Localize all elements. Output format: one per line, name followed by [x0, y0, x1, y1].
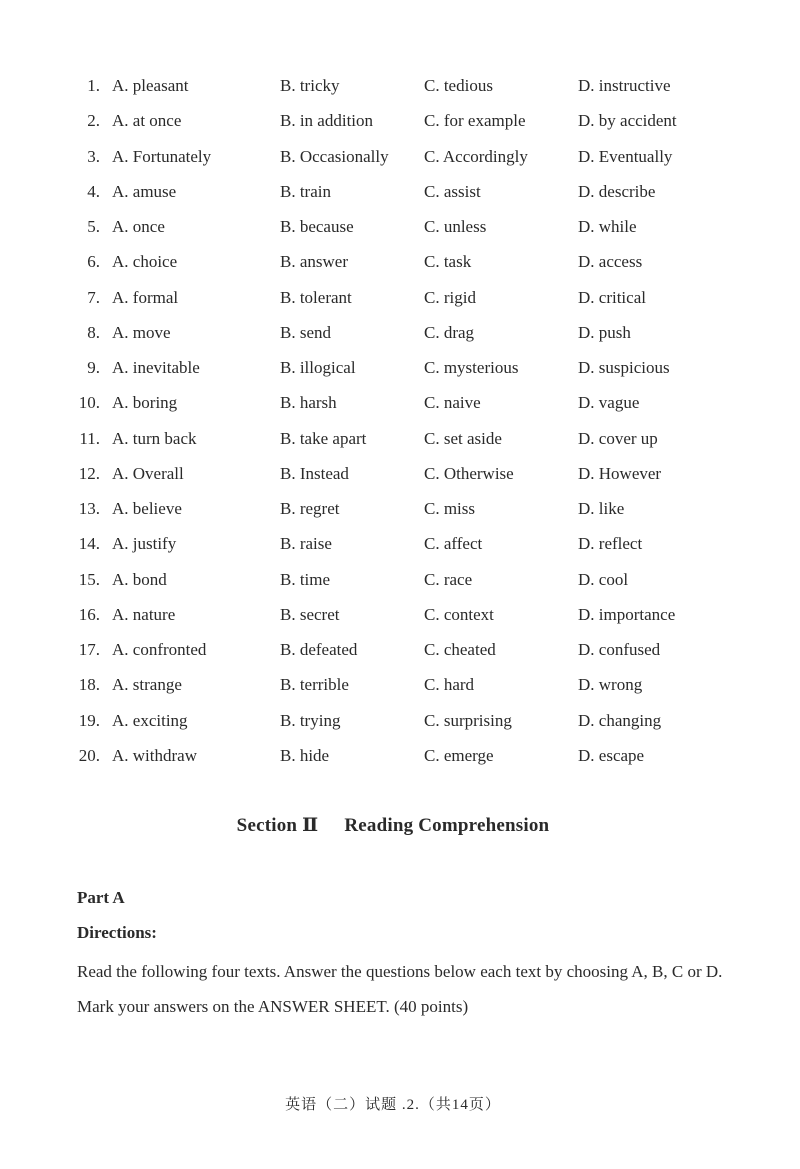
option-d: D. describe	[578, 181, 656, 201]
directions-text: Read the following four texts. Answer the questions below each text by choosing A, B, C or D. Mark your answers on the ANSWER SHEET. (40 points)	[77, 962, 723, 1016]
option-d: D. critical	[578, 287, 646, 307]
option-c: C. context	[424, 604, 494, 624]
question-number: 9.	[87, 358, 100, 377]
option-c: C. task	[424, 252, 472, 272]
option-d: D. access	[578, 252, 643, 272]
option-a: A. pleasant	[112, 76, 189, 95]
option-c: C. Accordingly	[424, 146, 528, 166]
directions-label: Directions:	[77, 923, 157, 942]
question-row	[0, 174, 800, 209]
option-c: C. emerge	[424, 745, 494, 765]
question-number: 19.	[78, 710, 100, 730]
question-row	[0, 562, 800, 597]
option-b: B. defeated	[280, 640, 358, 659]
option-b: B. illogical	[280, 358, 356, 377]
question-row	[0, 632, 800, 667]
question-row	[0, 103, 800, 138]
question-number: 14.	[78, 534, 100, 554]
option-a: A. justify	[112, 534, 177, 554]
question-row	[0, 68, 800, 103]
question-number: 15.	[78, 569, 100, 589]
page-footer: 英语（二）试题 .2.（共14页）	[285, 1097, 501, 1113]
option-d: D. by accident	[578, 111, 677, 131]
option-d: D. However	[578, 463, 662, 483]
option-c: C. affect	[424, 534, 483, 554]
option-a: A. Overall	[112, 463, 184, 483]
option-a: A. believe	[112, 499, 182, 518]
option-c: C. drag	[424, 322, 475, 342]
question-number: 4.	[87, 181, 100, 201]
option-a: A. withdraw	[112, 745, 197, 765]
question-row	[0, 385, 800, 420]
option-d: D. suspicious	[578, 358, 670, 377]
option-a: A. move	[112, 322, 171, 342]
question-number: 1.	[87, 76, 100, 95]
option-a: A. exciting	[112, 710, 188, 730]
question-number: 16.	[78, 604, 100, 624]
question-number: 8.	[87, 322, 100, 342]
question-number: 5.	[87, 217, 100, 236]
question-row	[0, 350, 800, 385]
question-number: 20.	[78, 745, 100, 765]
option-d: D. importance	[578, 604, 676, 624]
option-b: B. Occasionally	[280, 146, 389, 166]
option-c: C. for example	[424, 111, 526, 131]
option-b: B. in addition	[280, 111, 374, 131]
option-c: C. Otherwise	[424, 463, 514, 483]
option-d: D. Eventually	[578, 146, 673, 166]
option-d: D. cover up	[578, 428, 658, 448]
option-c: C. miss	[424, 499, 476, 518]
option-c: C. set aside	[424, 428, 502, 448]
question-row	[0, 209, 800, 244]
option-d: D. instructive	[578, 76, 671, 95]
question-number: 18.	[78, 675, 100, 695]
option-b: B. regret	[280, 499, 340, 518]
option-d: D. wrong	[578, 675, 643, 695]
question-row	[0, 244, 800, 279]
option-b: B. hide	[280, 745, 330, 765]
question-number: 13.	[78, 499, 100, 518]
option-c: C. mysterious	[424, 358, 519, 377]
option-b: B. answer	[280, 252, 348, 272]
question-number: 6.	[87, 252, 100, 272]
option-a: A. once	[112, 217, 165, 236]
option-a: A. nature	[112, 604, 176, 624]
section-name: Reading Comprehension	[344, 815, 550, 836]
question-row	[0, 491, 800, 526]
option-b: B. take apart	[280, 428, 367, 448]
option-c: C. naive	[424, 393, 481, 413]
option-b: B. terrible	[280, 675, 349, 695]
question-number: 12.	[78, 463, 100, 483]
option-d: D. changing	[578, 710, 662, 730]
option-c: C. hard	[424, 675, 475, 695]
option-a: A. inevitable	[112, 358, 200, 377]
option-c: C. surprising	[424, 710, 512, 730]
question-row	[0, 139, 800, 174]
question-row	[0, 597, 800, 632]
question-row	[0, 667, 800, 702]
option-a: A. strange	[112, 675, 182, 695]
options-list	[0, 68, 800, 773]
option-a: A. bond	[112, 569, 167, 589]
question-row	[0, 738, 800, 773]
option-c: C. rigid	[424, 287, 476, 307]
option-a: A. formal	[112, 287, 179, 307]
option-b: B. Instead	[280, 463, 349, 483]
option-d: D. confused	[578, 640, 661, 659]
option-c: C. race	[424, 569, 473, 589]
question-number: 17.	[78, 640, 100, 659]
option-a: A. choice	[112, 252, 178, 272]
option-b: B. because	[280, 217, 354, 236]
section-label: Section Ⅱ	[236, 815, 319, 836]
option-a: A. confronted	[112, 640, 207, 659]
question-number: 7.	[87, 287, 100, 307]
option-b: B. raise	[280, 534, 332, 554]
question-row	[0, 421, 800, 456]
option-d: D. while	[578, 217, 637, 236]
option-c: C. tedious	[424, 76, 493, 95]
option-d: D. like	[578, 499, 625, 518]
option-d: D. vague	[578, 393, 640, 413]
option-a: A. turn back	[112, 428, 197, 448]
option-b: B. send	[280, 322, 331, 342]
question-number: 3.	[87, 146, 100, 166]
option-d: D. escape	[578, 745, 645, 765]
question-row	[0, 703, 800, 738]
question-row	[0, 280, 800, 315]
option-c: C. assist	[424, 181, 481, 201]
question-row	[0, 456, 800, 491]
option-b: B. harsh	[280, 393, 337, 413]
question-number: 2.	[87, 111, 100, 131]
option-d: D. push	[578, 322, 631, 342]
option-a: A. boring	[112, 393, 178, 413]
question-row	[0, 315, 800, 350]
option-b: B. trying	[280, 710, 341, 730]
option-a: A. Fortunately	[112, 146, 212, 166]
option-a: A. at once	[112, 111, 182, 131]
part-label: Part A	[77, 888, 125, 907]
option-d: D. cool	[578, 569, 629, 589]
question-number: 11.	[79, 428, 100, 448]
option-b: B. tolerant	[280, 287, 352, 307]
option-a: A. amuse	[112, 181, 177, 201]
question-number: 10.	[78, 393, 100, 413]
question-row	[0, 526, 800, 561]
section-heading	[0, 814, 786, 837]
option-b: B. tricky	[280, 76, 340, 95]
option-b: B. secret	[280, 604, 340, 624]
option-c: C. unless	[424, 217, 487, 236]
option-d: D. reflect	[578, 534, 643, 554]
option-c: C. cheated	[424, 640, 496, 659]
option-b: B. time	[280, 569, 331, 589]
option-b: B. train	[280, 181, 331, 201]
